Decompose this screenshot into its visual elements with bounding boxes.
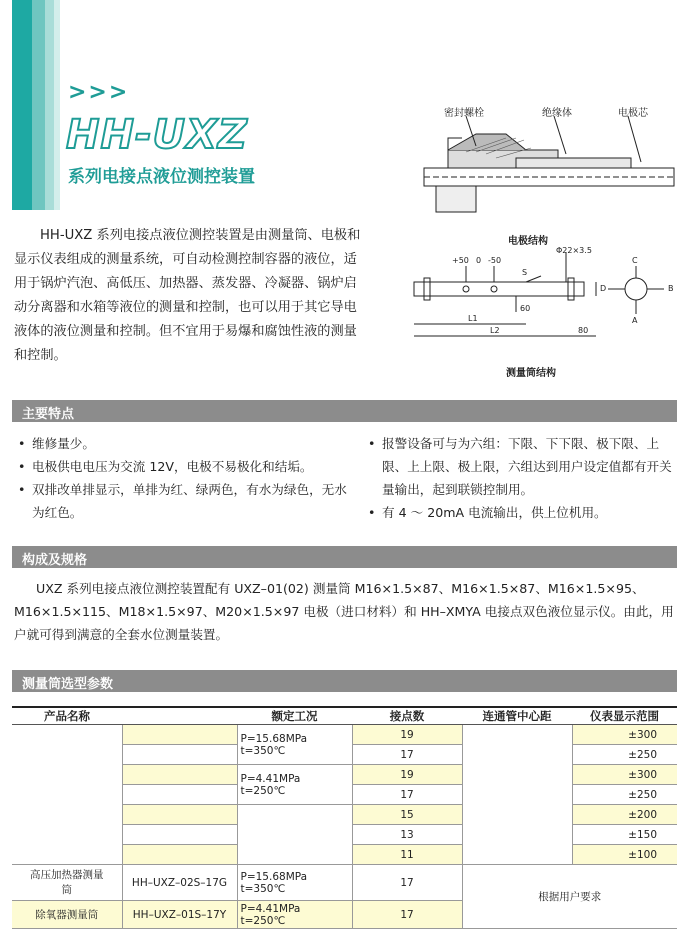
product-name-cell: 除氧器测量筒 xyxy=(12,901,122,929)
dim-plus50: +50 xyxy=(452,256,469,265)
col-header: 产品名称 xyxy=(12,707,122,725)
table-cell xyxy=(237,805,352,865)
cylinder-drawing xyxy=(406,246,681,361)
decor-stripe-2 xyxy=(32,0,45,210)
page-subtitle: 系列电接点液位测控装置 xyxy=(68,167,255,187)
feature-item: • 报警设备可与为六组：下限、下下限、极下限、上限、上上限、极上限，六组达到用户设定值都有开关量输出，起到联锁控制用。 xyxy=(368,432,680,501)
section-title-params: 测量筒选型参数 xyxy=(22,677,114,692)
contacts-cell: 11 xyxy=(352,845,462,865)
contacts-cell: 17 xyxy=(352,865,462,901)
dim-zero: 0 xyxy=(476,256,482,265)
section-bar-params xyxy=(12,670,677,692)
view-c: C xyxy=(632,256,638,265)
model-cell: HH–UXZ–01S–17Y xyxy=(122,901,237,929)
table-cell xyxy=(122,765,237,785)
dim-60: 60 xyxy=(520,304,531,313)
diagram1-label-insulator: 绝缘体 xyxy=(542,108,572,119)
range-cell: ±250 xyxy=(572,745,677,765)
table-cell xyxy=(122,725,237,745)
view-b: B xyxy=(668,284,674,293)
cond-cell: P=15.68MPa t=350℃ xyxy=(237,865,352,901)
range-cell: ±300 xyxy=(572,765,677,785)
table-header-row xyxy=(12,707,677,725)
table-cell xyxy=(462,725,572,865)
note-cell: 根据用户要求 xyxy=(462,865,677,929)
contacts-cell: 17 xyxy=(352,901,462,929)
decor-stripe-3 xyxy=(45,0,54,210)
table-row xyxy=(12,725,677,745)
chevron-icon: >>> xyxy=(68,80,130,105)
range-cell: ±100 xyxy=(572,845,677,865)
decor-stripe-4 xyxy=(54,0,60,210)
decor-stripe-1 xyxy=(12,0,32,210)
cond-cell: P=4.41MPa t=250℃ xyxy=(237,901,352,929)
cond-cell-b: P=4.41MPa t=250℃ xyxy=(237,765,352,805)
dim-d: D xyxy=(600,284,607,293)
col-header: 连通管中心距 xyxy=(462,707,572,725)
electrode-structure-diagram xyxy=(406,98,676,228)
cond-cell-a: P=15.68MPa t=350℃ xyxy=(237,725,352,765)
spec-table xyxy=(12,706,677,929)
composition-text: UXZ 系列电接点液位测控装置配有 UXZ–01(02) 测量筒 M16×1.5×87、M16×1.5×87、M16×1.5×95、M16×1.5×115、M18×1.5×97、M20×1.5×97 电极（进口材料）和 HH–XMYA 电接点双色液位显示仪。由此，用户就可得到满意的全套水位测量装置。 xyxy=(14,581,674,642)
diagram1-caption: 电极结构 xyxy=(508,236,548,247)
table-cell xyxy=(12,725,122,865)
contacts-cell: 19 xyxy=(352,765,462,785)
dim-80: 80 xyxy=(578,326,589,335)
col-header xyxy=(122,707,237,725)
feature-item: • 维修量少。 xyxy=(18,432,348,455)
diagram2-caption: 测量筒结构 xyxy=(506,368,556,379)
contacts-cell: 19 xyxy=(352,725,462,745)
section-title-features: 主要特点 xyxy=(22,407,75,422)
col-header: 额定工况 xyxy=(237,707,352,725)
table-cell xyxy=(122,825,237,845)
feature-item: • 有 4 ～ 20mA 电流输出，供上位机用。 xyxy=(368,501,680,524)
range-cell: ±250 xyxy=(572,785,677,805)
feature-item: • 双排改单排显示，单排为红、绿两色，有水为绿色，无水为红色。 xyxy=(18,478,348,524)
diagram1-label-core: 电极芯 xyxy=(618,108,648,119)
contacts-cell: 13 xyxy=(352,825,462,845)
table-cell xyxy=(122,805,237,825)
cylinder-structure-diagram xyxy=(406,246,681,361)
dim-s: S xyxy=(522,268,528,277)
col-header: 仪表显示范围 xyxy=(572,707,677,725)
section-title-composition: 构成及规格 xyxy=(22,553,88,568)
feature-item: • 电极供电电压为交流 12V，电极不易极化和结垢。 xyxy=(18,455,348,478)
section-bar-composition xyxy=(12,546,677,568)
table-cell xyxy=(122,785,237,805)
dim-l1: L1 xyxy=(468,314,478,323)
intro-text: HH-UXZ 系列电接点液位测控装置是由测量筒、电极和显示仪表组成的测量系统，可自动检测控制容器的液位，适用于锅炉汽泡、高低压、加热器、蒸发器、冷凝器、锅炉启动分离器和水箱等液位的测量和控制，也可以用于其它导电液体的液位测量和控制。但不宜用于易爆和腐蚀性液的测量和控制。 xyxy=(14,228,361,363)
features-left-list xyxy=(18,432,348,524)
range-cell: ±200 xyxy=(572,805,677,825)
dim-minus50: -50 xyxy=(488,256,502,265)
model-cell: HH–UXZ–02S–17G xyxy=(122,865,237,901)
features-right-list xyxy=(368,432,680,524)
product-name-cell: 高压加热器测量筒 xyxy=(12,865,122,901)
brand-title: HH-UXZ xyxy=(66,112,248,158)
contacts-cell: 17 xyxy=(352,745,462,765)
table-cell xyxy=(122,745,237,765)
dim-pipe: Φ22×3.5 xyxy=(556,246,592,255)
table-row xyxy=(12,865,677,901)
view-a: A xyxy=(632,316,638,325)
table-cell xyxy=(122,845,237,865)
contacts-cell: 15 xyxy=(352,805,462,825)
contacts-cell: 17 xyxy=(352,785,462,805)
dim-l2: L2 xyxy=(490,326,500,335)
range-cell: ±300 xyxy=(572,725,677,745)
range-cell: ±150 xyxy=(572,825,677,845)
col-header: 接点数 xyxy=(352,707,462,725)
section-bar-features xyxy=(12,400,677,422)
diagram1-label-bolt: 密封螺栓 xyxy=(444,108,484,119)
